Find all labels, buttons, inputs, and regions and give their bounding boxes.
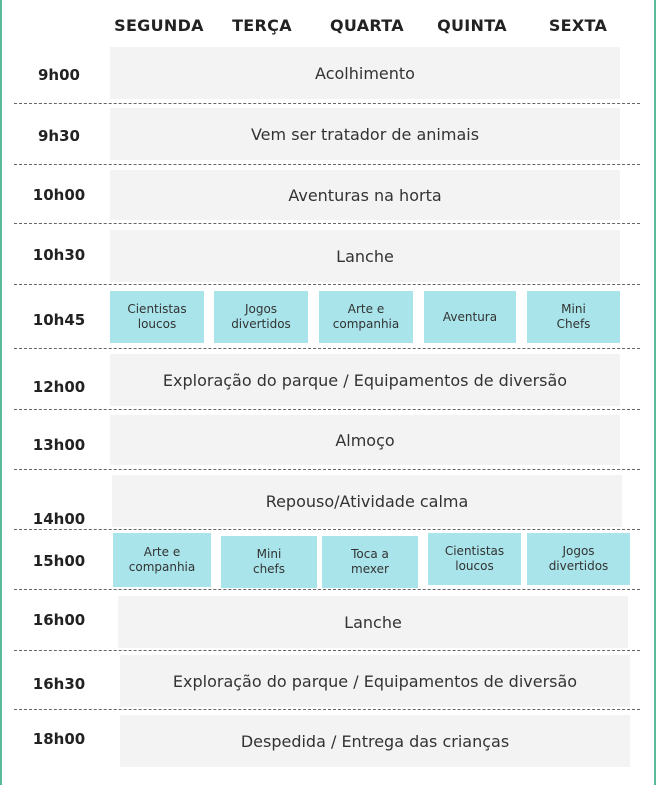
time-label: 10h00	[32, 186, 86, 204]
row-separator	[14, 589, 640, 590]
time-label: 9h30	[38, 127, 80, 145]
day-header-wednesday: QUARTA	[330, 16, 404, 35]
workshop-1500-wednesday: Toca a mexer	[322, 536, 418, 588]
activity-exploracao-afternoon: Exploração do parque / Equipamentos de diversão	[120, 655, 630, 707]
row-separator	[14, 164, 640, 165]
row-separator	[14, 650, 640, 651]
row-separator	[14, 284, 640, 285]
workshop-1500-tuesday: Mini chefs	[221, 536, 317, 588]
activity-despedida: Despedida / Entrega das crianças	[120, 715, 630, 767]
workshop-1045-tuesday: Jogos divertidos	[214, 291, 308, 343]
workshop-1500-thursday: Cientistas loucos	[428, 533, 521, 585]
row-separator	[14, 409, 640, 410]
activity-acolhimento: Acolhimento	[110, 47, 620, 99]
day-header-friday: SEXTA	[548, 16, 608, 35]
activity-lanche-afternoon: Lanche	[118, 596, 628, 648]
row-separator	[14, 709, 640, 710]
day-header-monday: SEGUNDA	[114, 16, 204, 35]
workshop-1045-wednesday: Arte e companhia	[319, 291, 413, 343]
row-separator	[14, 223, 640, 224]
time-label: 9h00	[38, 66, 80, 84]
time-label: 16h30	[32, 675, 86, 693]
time-label: 16h00	[32, 611, 86, 629]
day-header-tuesday: TERÇA	[232, 16, 292, 35]
time-label: 10h30	[32, 246, 86, 264]
workshop-1045-monday: Cientistas loucos	[110, 291, 204, 343]
activity-repouso: Repouso/Atividade calma	[112, 475, 622, 527]
activity-almoco: Almoço	[110, 415, 620, 465]
activity-horta: Aventuras na horta	[110, 170, 620, 220]
time-label: 13h00	[32, 436, 86, 454]
time-label: 14h00	[32, 510, 86, 528]
time-label: 15h00	[32, 552, 86, 570]
row-separator	[14, 529, 640, 530]
workshop-1045-friday: Mini Chefs	[527, 291, 620, 343]
row-separator	[14, 103, 640, 104]
time-label: 12h00	[32, 378, 86, 396]
time-label: 10h45	[32, 311, 86, 329]
activity-tratador: Vem ser tratador de animais	[110, 108, 620, 160]
day-header-thursday: QUINTA	[437, 16, 507, 35]
row-separator	[14, 469, 640, 470]
workshop-1500-friday: Jogos divertidos	[527, 533, 630, 585]
workshop-1500-monday: Arte e companhia	[113, 533, 211, 587]
activity-lanche-morning: Lanche	[110, 230, 620, 282]
workshop-1045-thursday: Aventura	[424, 291, 516, 343]
activity-exploracao-morning: Exploração do parque / Equipamentos de diversão	[110, 354, 620, 406]
time-label: 18h00	[32, 730, 86, 748]
row-separator	[14, 348, 640, 349]
